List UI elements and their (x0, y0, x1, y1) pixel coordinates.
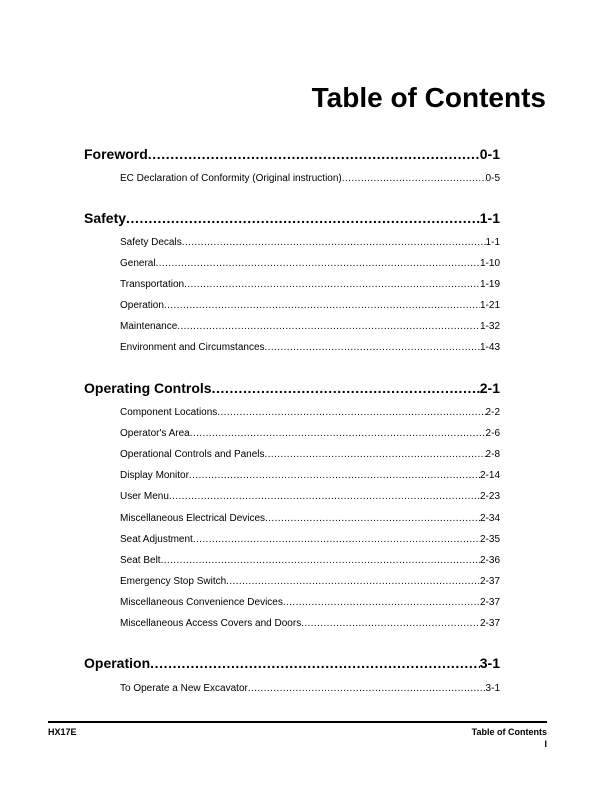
toc-entry[interactable] (120, 173, 500, 186)
toc-section-safety[interactable] (84, 210, 500, 228)
toc-entry[interactable] (120, 491, 500, 504)
toc-entry-page: 2-35 (479, 534, 500, 545)
dot-leader (226, 576, 480, 587)
toc-section-title: Operation (84, 655, 151, 671)
dot-leader (126, 210, 480, 226)
toc-entry-page: 2-37 (479, 576, 500, 587)
toc-entry[interactable] (120, 300, 500, 313)
dot-leader (212, 380, 480, 396)
toc-entry-label: Seat Belt (120, 555, 161, 566)
toc-entry[interactable] (120, 618, 500, 631)
toc-entry-page: 2-6 (485, 428, 500, 439)
toc-entry-page: 2-14 (479, 470, 500, 481)
toc-section-page: 2-1 (479, 380, 500, 396)
dot-leader (265, 342, 480, 353)
dot-leader (184, 279, 480, 290)
toc-section-foreword[interactable] (84, 146, 500, 164)
dot-leader (248, 683, 486, 694)
toc-section-page: 3-1 (479, 655, 500, 671)
toc-entry-page: 0-5 (485, 173, 500, 184)
toc-entry-label: Miscellaneous Convenience Devices (120, 597, 283, 608)
toc-entry-page: 2-8 (485, 449, 500, 460)
dot-leader (161, 555, 480, 566)
dot-leader (156, 258, 480, 269)
toc-entry-page: 2-36 (479, 555, 500, 566)
toc-entry-page: 1-19 (479, 279, 500, 290)
dot-leader (182, 237, 486, 248)
toc-entry-label: User Menu (120, 491, 169, 502)
dot-leader (148, 146, 480, 162)
toc-section-operation[interactable] (84, 655, 500, 673)
toc-entry[interactable] (120, 470, 500, 483)
toc-entry-label: To Operate a New Excavator (120, 683, 248, 694)
toc-entry[interactable] (120, 449, 500, 462)
toc-entry-label: Maintenance (120, 321, 178, 332)
toc-entry-page: 1-21 (479, 300, 500, 311)
dot-leader (190, 428, 486, 439)
toc-entry[interactable] (120, 321, 500, 334)
toc-entry[interactable] (120, 258, 500, 271)
dot-leader (164, 300, 480, 311)
toc-entry[interactable] (120, 407, 500, 420)
toc-entry-label: Component Locations (120, 407, 218, 418)
toc-entry-label: Miscellaneous Electrical Devices (120, 513, 266, 524)
toc-entry-label: Miscellaneous Access Covers and Doors (120, 618, 302, 629)
toc-entry-page: 1-43 (479, 342, 500, 353)
toc-entry-page: 2-34 (479, 513, 500, 524)
toc-entry-label: Display Monitor (120, 470, 189, 481)
toc-entry[interactable] (120, 555, 500, 568)
dot-leader (169, 491, 480, 502)
toc-entry-page: 2-23 (479, 491, 500, 502)
toc-entry[interactable] (120, 279, 500, 292)
footer-section-title: Table of Contents (471, 727, 547, 737)
toc-entry-label: Operator's Area (120, 428, 190, 439)
toc-section-page: 0-1 (479, 146, 500, 162)
footer-divider (48, 721, 547, 723)
toc-section-title: Operating Controls (84, 380, 212, 396)
dot-leader (177, 321, 480, 332)
footer-page-number: I (544, 739, 547, 749)
toc-entry-label: Safety Decals (120, 237, 182, 248)
toc-entry[interactable] (120, 576, 500, 589)
toc-entry[interactable] (120, 597, 500, 610)
toc-entry-label: EC Declaration of Conformity (Original instruction) (120, 173, 342, 184)
toc-entry[interactable] (120, 237, 500, 250)
toc-entry-label: Seat Adjustment (120, 534, 193, 545)
toc-entry-page: 2-37 (479, 597, 500, 608)
toc-entry-page: 1-32 (479, 321, 500, 332)
toc-entry-page: 2-37 (479, 618, 500, 629)
footer-model: HX17E (48, 727, 77, 737)
dot-leader (217, 407, 485, 418)
toc-section-page: 1-1 (479, 210, 500, 226)
dot-leader (265, 449, 486, 460)
toc-entry[interactable] (120, 534, 500, 547)
toc-entry-label: Operation (120, 300, 164, 311)
toc-entry-page: 1-10 (479, 258, 500, 269)
toc-entry-page: 1-1 (485, 237, 500, 248)
page-title: Table of Contents (311, 82, 546, 113)
dot-leader (301, 618, 480, 629)
dot-leader (193, 534, 480, 545)
toc-entry-label: Environment and Circumstances (120, 342, 265, 353)
toc-section-title: Safety (84, 210, 127, 226)
dot-leader (342, 173, 486, 184)
toc-entry[interactable] (120, 683, 500, 696)
toc-entry-label: Transportation (120, 279, 185, 290)
toc-entry-page: 3-1 (485, 683, 500, 694)
dot-leader (283, 597, 480, 608)
toc-entry[interactable] (120, 428, 500, 441)
dot-leader (265, 513, 480, 524)
toc-section-title: Foreword (84, 146, 148, 162)
dot-leader (150, 655, 480, 671)
toc-section-operating-controls[interactable] (84, 380, 500, 398)
toc-entry-label: Emergency Stop Switch (120, 576, 227, 587)
toc-entry-label: Operational Controls and Panels (120, 449, 265, 460)
toc-entry[interactable] (120, 342, 500, 355)
dot-leader (189, 470, 480, 481)
toc-entry-page: 2-2 (485, 407, 500, 418)
toc-entry[interactable] (120, 513, 500, 526)
toc-entry-label: General (120, 258, 156, 269)
